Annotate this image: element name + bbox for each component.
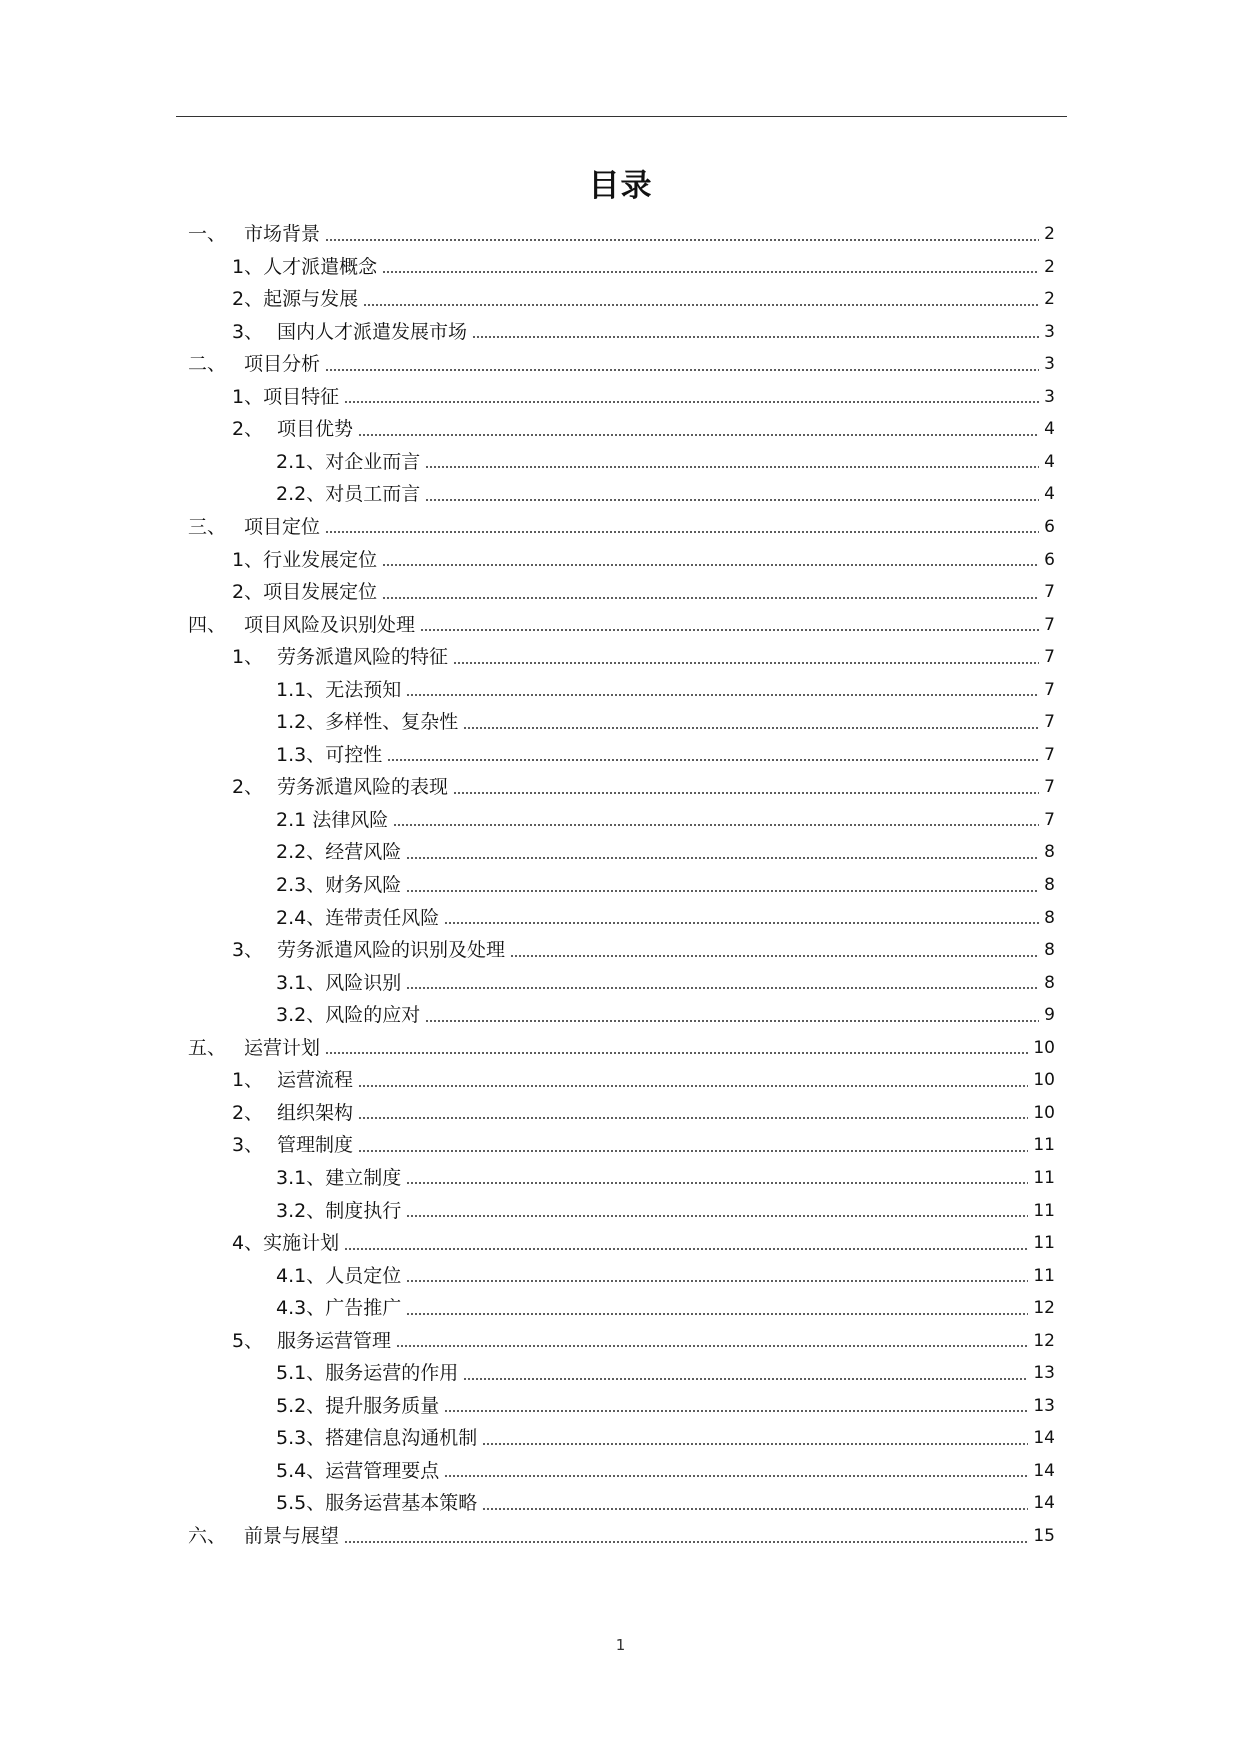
toc-entry[interactable] [232,576,1055,608]
toc-entry-text: 2.1 法律风险 [276,808,389,831]
toc-dot-leader [358,1149,1028,1153]
toc-dot-leader [344,400,1039,404]
toc-entry[interactable] [276,967,1055,999]
toc-entry-page: 11 [1033,1135,1055,1156]
toc-entry-number: 3、 [232,320,264,343]
toc-entry-text: 2.1、对企业而言 [276,450,421,473]
toc-entry[interactable] [188,218,1055,250]
toc-entry[interactable] [276,869,1055,901]
toc-entry[interactable] [276,1292,1055,1324]
toc-entry-page: 12 [1033,1298,1055,1319]
toc-dot-leader [325,530,1039,534]
toc-entry-number: 3、 [232,1134,264,1157]
toc-entry-text: 起源与发展 [263,288,359,311]
toc-entry-page: 13 [1033,1363,1055,1384]
toc-entry-text: 实施计划 [263,1232,340,1255]
toc-entry-page: 14 [1033,1460,1055,1481]
toc-entry-page: 3 [1044,321,1055,342]
toc-entry-page: 10 [1033,1102,1055,1123]
toc-dot-leader [382,563,1039,567]
toc-entry[interactable] [276,902,1055,934]
toc-entry[interactable] [276,999,1055,1031]
toc-entry[interactable] [188,1032,1055,1064]
toc-entry-page: 7 [1044,647,1055,668]
toc-dot-leader [387,758,1039,762]
toc-entry-number: 三、 [188,515,227,538]
toc-entry-page: 2 [1044,224,1055,244]
toc-entry[interactable] [276,478,1055,510]
toc-entry-text: 组织架构 [277,1101,354,1124]
toc-entry-page: 8 [1044,842,1055,863]
toc-entry-page: 11 [1033,1233,1055,1254]
toc-entry-page: 2 [1044,256,1055,277]
toc-dot-leader [396,1344,1028,1348]
toc-dot-leader [425,465,1039,469]
toc-dot-leader [406,889,1039,893]
toc-dot-leader [472,335,1039,339]
toc-entry-number: 1、 [232,385,264,408]
toc-dot-leader [344,1247,1028,1251]
toc-entry[interactable] [276,446,1055,478]
header-rule [176,116,1067,117]
toc-dot-leader [325,1051,1028,1055]
toc-dot-leader [510,954,1039,958]
toc-entry-page: 10 [1033,1070,1055,1091]
toc-dot-leader [425,498,1039,502]
toc-entry-text: 1.3、可控性 [276,743,383,766]
toc-entry[interactable] [276,1260,1055,1292]
toc-entry-page: 7 [1044,744,1055,765]
toc-entry[interactable] [188,609,1055,641]
toc-entry-number: 2、 [232,288,264,311]
toc-entry[interactable] [232,544,1055,576]
toc-entry-page: 8 [1044,972,1055,993]
toc-entry-text: 5.3、搭建信息沟通机制 [276,1427,478,1450]
toc-entry-page: 14 [1033,1428,1055,1449]
toc-dot-leader [444,1409,1028,1413]
toc-entry[interactable] [232,413,1055,445]
toc-dot-leader [393,823,1039,827]
toc-dot-leader [406,1312,1028,1316]
toc-entry[interactable] [276,1487,1055,1519]
toc-entry[interactable] [232,1325,1055,1357]
toc-entry-number: 五、 [188,1036,227,1059]
toc-entry-number: 2、 [232,418,264,441]
toc-entry[interactable] [232,283,1055,315]
toc-dot-leader [325,368,1039,372]
toc-entry-text: 前景与展望 [244,1525,340,1547]
toc-entry-text: 运营流程 [277,1069,354,1092]
toc-entry[interactable] [276,1455,1055,1487]
toc-dot-leader [444,921,1039,925]
toc-entry[interactable] [276,1195,1055,1227]
toc-entry-text: 1.2、多样性、复杂性 [276,711,459,734]
toc-entry[interactable] [276,836,1055,868]
toc-dot-leader [406,693,1039,697]
toc-entry-page: 7 [1044,809,1055,830]
toc-entry-text: 2.2、经营风险 [276,841,402,864]
toc-entry-page: 7 [1044,712,1055,733]
toc-dot-leader [358,1116,1028,1120]
toc-dot-leader [382,596,1039,600]
toc-entry-number: 4、 [232,1232,264,1255]
toc-entry-number: 1、 [232,1069,264,1092]
toc-entry[interactable] [232,251,1055,283]
toc-entry-text: 劳务派遣风险的表现 [277,776,449,799]
toc-entry-page: 6 [1044,549,1055,570]
toc-entry-page: 8 [1044,907,1055,928]
toc-entry-text: 1.1、无法预知 [276,678,402,701]
toc-dot-leader [363,303,1039,307]
toc-entry[interactable] [232,641,1055,673]
toc-entry[interactable] [276,674,1055,706]
toc-entry[interactable] [276,804,1055,836]
toc-entry-page: 14 [1033,1493,1055,1514]
toc-dot-leader [325,238,1039,242]
toc-entry-page: 13 [1033,1395,1055,1416]
toc-dot-leader [453,791,1039,795]
toc-entry[interactable] [276,739,1055,771]
toc-entry-page: 7 [1044,582,1055,603]
toc-entry-text: 2.3、财务风险 [276,874,402,896]
toc-entry-text: 项目风险及识别处理 [244,613,416,636]
toc-entry-page: 7 [1044,614,1055,635]
toc-entry-text: 4.3、广告推广 [276,1297,402,1320]
toc-dot-leader [358,1084,1028,1088]
toc-entry-page: 8 [1044,940,1055,961]
toc-entry[interactable] [276,1422,1055,1454]
toc-entry[interactable] [188,511,1055,543]
toc-entry-text: 4.1、人员定位 [276,1264,402,1287]
toc-dot-leader [482,1442,1028,1446]
toc-entry-page: 9 [1044,1005,1055,1026]
toc-dot-leader [453,661,1039,665]
toc-entry[interactable] [276,1357,1055,1389]
toc-entry[interactable] [232,934,1055,966]
toc-entry-page: 10 [1033,1037,1055,1058]
toc-dot-leader [444,1474,1028,1478]
toc-entry-text: 人才派遣概念 [263,255,378,278]
toc-entry-page: 3 [1044,386,1055,407]
page-title: 目录 [588,168,653,204]
toc-entry[interactable] [188,348,1055,380]
toc-entry-page: 3 [1044,354,1055,375]
toc-entry-text: 项目特征 [263,385,340,408]
toc-dot-leader [358,433,1039,437]
toc-entry-text: 2.2、对员工而言 [276,483,421,506]
toc-entry-text: 项目优势 [277,418,354,441]
toc-entry-text: 运营计划 [244,1036,321,1059]
toc-entry-text: 5.2、提升服务质量 [276,1394,440,1417]
toc-entry-page: 4 [1044,451,1055,472]
toc-dot-leader [463,1377,1028,1381]
toc-entry-text: 3.1、风险识别 [276,971,402,994]
toc-entry-text: 服务运营管理 [277,1329,392,1352]
toc-entry-number: 四、 [188,613,227,636]
toc-entry[interactable] [276,1162,1055,1194]
toc-entry-page: 11 [1033,1265,1055,1286]
toc-entry-number: 1、 [232,255,264,278]
toc-entry-page: 4 [1044,484,1055,505]
toc-entry-page: 8 [1044,875,1055,895]
toc-entry-text: 项目发展定位 [263,581,378,604]
toc-entry[interactable] [232,316,1055,348]
toc-entry-page: 6 [1044,516,1055,537]
toc-entry-text: 管理制度 [277,1134,354,1157]
toc-entry-page: 7 [1044,679,1055,700]
toc-entry-page: 11 [1033,1200,1055,1221]
toc-entry-page: 2 [1044,289,1055,310]
toc-entry-page: 12 [1033,1330,1055,1351]
toc-entry-number: 六、 [188,1525,227,1547]
toc-entry-text: 国内人才派遣发展市场 [277,320,468,343]
toc-dot-leader [406,1181,1028,1185]
toc-entry-text: 市场背景 [244,223,321,245]
toc-entry[interactable] [276,706,1055,738]
toc-entry[interactable] [232,1129,1055,1161]
toc-dot-leader [482,1507,1028,1511]
toc-entry[interactable] [232,1097,1055,1129]
toc-dot-leader [406,1214,1028,1218]
toc-dot-leader [463,726,1039,730]
toc-dot-leader [382,270,1039,274]
toc-entry-text: 5.4、运营管理要点 [276,1459,440,1482]
toc-entry-number: 2、 [232,776,264,799]
toc-entry[interactable] [232,381,1055,413]
toc-entry[interactable] [232,771,1055,803]
toc-entry-text: 5.1、服务运营的作用 [276,1362,459,1385]
toc-entry-text: 3.2、制度执行 [276,1199,402,1222]
toc-entry-number: 一、 [188,223,227,245]
toc-entry-page: 7 [1044,777,1055,798]
toc-entry[interactable] [232,1064,1055,1096]
toc-dot-leader [344,1540,1028,1544]
toc-entry-number: 1、 [232,646,264,669]
toc-entry[interactable] [276,1390,1055,1422]
toc-entry-text: 2.4、连带责任风险 [276,906,440,929]
toc-entry-number: 二、 [188,353,227,376]
toc-entry-text: 5.5、服务运营基本策略 [276,1492,478,1515]
toc-entry-number: 2、 [232,581,264,604]
toc-entry-page: 4 [1044,419,1055,440]
toc-entry-text: 劳务派遣风险的识别及处理 [277,939,506,962]
toc-entry-page: 11 [1033,1167,1055,1188]
toc-dot-leader [406,986,1039,990]
toc-entry[interactable] [232,1227,1055,1259]
toc-dot-leader [425,1019,1039,1023]
toc-dot-leader [406,856,1039,860]
toc-entry[interactable] [188,1520,1055,1552]
toc-dot-leader [420,628,1039,632]
toc-entry-text: 项目定位 [244,515,321,538]
toc-entry-page: 15 [1033,1526,1055,1546]
toc-entry-number: 1、 [232,548,264,571]
toc-entry-number: 2、 [232,1101,264,1124]
page-number: 1 [615,1636,626,1654]
toc-entry-text: 3.1、建立制度 [276,1166,402,1189]
toc-entry-text: 3.2、风险的应对 [276,1004,421,1027]
toc-entry-text: 劳务派遣风险的特征 [277,646,449,669]
toc-entry-number: 3、 [232,939,264,962]
toc-entry-text: 行业发展定位 [263,548,378,571]
toc-entry-number: 5、 [232,1329,264,1352]
toc-dot-leader [406,1279,1028,1283]
toc-entry-text: 项目分析 [244,353,321,376]
